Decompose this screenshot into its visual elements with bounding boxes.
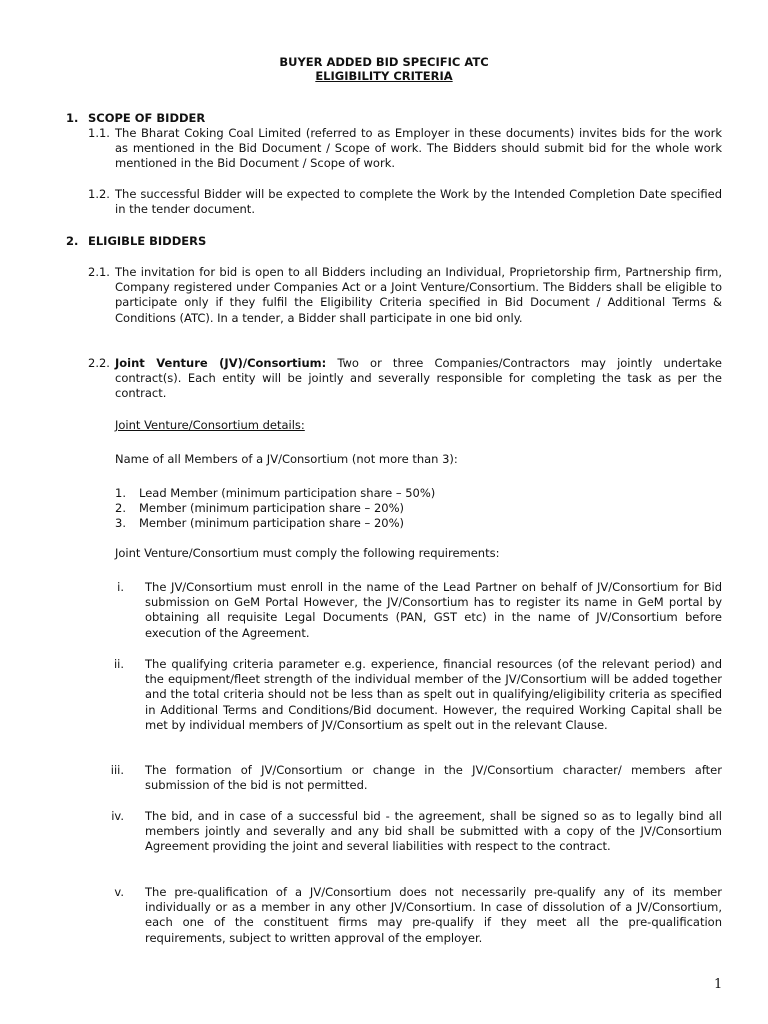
section-2-heading: [66, 234, 206, 248]
jv-members-intro: Name of all Members of a JV/Consortium (not more than 3):: [115, 452, 458, 466]
requirement-text: The qualifying criteria parameter e.g. experience, financial resources (of the relevant period) and the equipment/fleet strength of the individual member of the JV/Consortium will be added together and the total criteria should not be less than as spelt out in qualifying/eligibility criteria as specified in Additional Terms and Conditions/Bid document. However, the required Working Capital shall be met by individual members of JV/Consortium as spelt out in the relevant Clause.: [145, 657, 722, 732]
section-title: ELIGIBLE BIDDERS: [88, 234, 207, 248]
requirement-text: The bid, and in case of a successful bid - the agreement, shall be signed so as to legally bind all members jointly and severally and any bid shall be submitted with a copy of the JV/Consortium Agreement providing the joint and several liabilities with respect to the contract.: [145, 809, 722, 854]
requirement-item: [100, 809, 722, 855]
list-text: Member (minimum participation share – 20%): [139, 500, 404, 515]
clause-2-1: [88, 265, 722, 326]
jv-details-heading: Joint Venture/Consortium details:: [115, 418, 305, 432]
roman-number: iii.: [110, 763, 124, 777]
requirement-item: [100, 763, 722, 793]
clause-number: 1.1.: [88, 126, 110, 140]
requirement-item: [100, 885, 722, 946]
clause-bold-lead: Joint Venture (JV)/Consortium:: [115, 356, 327, 370]
section-1-heading: [66, 111, 205, 125]
requirement-item: [100, 657, 722, 733]
section-number: 1.: [66, 111, 79, 125]
clause-2-2: [88, 356, 722, 402]
clause-body: Two or three Companies/Contractors may jointly undertake contract(s). Each entity will be jointly and severally responsible for completing the task as per the contract.: [115, 356, 722, 401]
roman-number: ii.: [113, 657, 124, 671]
page-number: 1: [714, 977, 723, 992]
clause-text: The successful Bidder will be expected to complete the Work by the Intended Completion Date specified in the tender document.: [115, 187, 722, 217]
requirement-text: The JV/Consortium must enroll in the name of the Lead Partner on behalf of JV/Consortium for Bid submission on GeM Portal However, the JV/Consortium has to register its name in GeM portal by obtaining all requisite Legal Documents (PAN, GST etc) in the name of JV/Consortium before execution of the Agreement.: [145, 580, 722, 640]
section-title: SCOPE OF BIDDER: [88, 111, 206, 125]
roman-number: v.: [114, 885, 124, 899]
list-text: Member (minimum participation share – 20%): [139, 515, 404, 530]
clause-1-1: [88, 126, 722, 172]
list-text: Lead Member (minimum participation share – 50%): [139, 486, 436, 500]
requirement-text: The pre-qualification of a JV/Consortium does not necessarily pre-qualify any of its member individually or as a member in any other JV/Consortium. In case of dissolution of a JV/Consortium, each one of the constituent firms may pre-qualify if they meet all the pre-qualification requirements, subject to written approval of the employer.: [145, 885, 722, 945]
clause-text: The Bharat Coking Coal Limited (referred to as Employer in these documents) invites bids for the work as mentioned in the Bid Document / Scope of work. The Bidders should submit bid for the whole work mentioned in the Bid Document / Scope of work.: [115, 126, 722, 171]
jv-members-list: [115, 486, 435, 530]
list-item: [115, 486, 435, 501]
clause-1-2: [88, 187, 722, 217]
list-number: 3.: [115, 515, 126, 530]
requirement-text: The formation of JV/Consortium or change in the JV/Consortium character/ members after submission of the bid is not permitted.: [145, 763, 722, 793]
list-item: [115, 516, 435, 531]
clause-number: 1.2.: [88, 187, 110, 201]
clause-text: The invitation for bid is open to all Bidders including an Individual, Proprietorship firm, Partnership firm, Company registered under Companies Act or a Joint Venture/Consortium. The Bidders shall be eligible to participate only if they fulfil the Eligibility Criteria specified in Bid Document / Additional Terms & Conditions (ATC). In a tender, a Bidder shall participate in one bid only.: [115, 265, 722, 325]
clause-number: 2.1.: [88, 265, 110, 279]
roman-number: iv.: [111, 809, 124, 823]
clause-text: [115, 356, 722, 402]
section-number: 2.: [66, 234, 79, 248]
list-number: 2.: [115, 500, 126, 515]
requirement-item: [100, 580, 722, 641]
roman-number: i.: [117, 580, 124, 594]
document-title: BUYER ADDED BID SPECIFIC ATC: [279, 55, 489, 69]
clause-number: 2.2.: [88, 356, 110, 370]
document-subtitle: ELIGIBILITY CRITERIA: [315, 69, 453, 83]
list-item: [115, 501, 435, 516]
jv-requirements-intro: Joint Venture/Consortium must comply the following requirements:: [115, 546, 500, 560]
list-number: 1.: [115, 486, 126, 500]
